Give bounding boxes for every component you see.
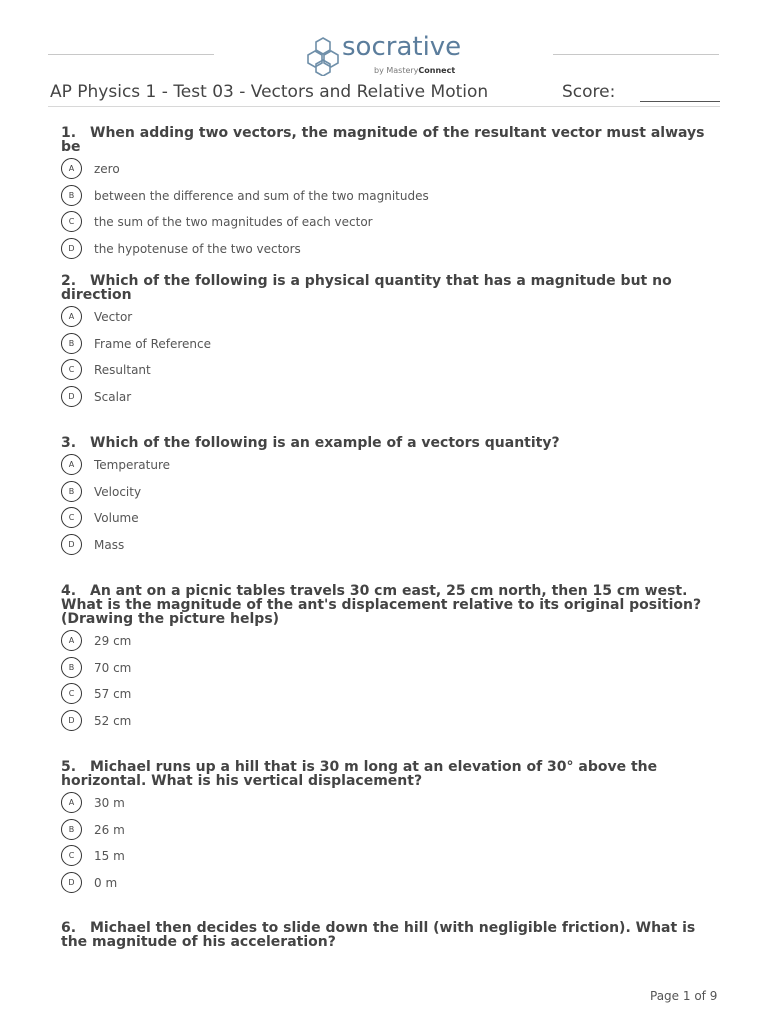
answer-bubble[interactable]: A	[61, 630, 82, 651]
brand-wordmark: socrative	[342, 32, 462, 62]
question-prompt: When adding two vectors, the magnitude of the resultant vector must always be	[61, 125, 705, 155]
answer-text: between the difference and sum of the two magnitudes	[94, 188, 429, 203]
answer-text: Velocity	[94, 484, 142, 499]
question-4	[61, 584, 711, 737]
question-number: 2.	[61, 273, 77, 289]
answer-text: Scalar	[94, 390, 132, 405]
header-rule-right	[553, 54, 719, 55]
question-text	[61, 760, 711, 788]
header-rule-left	[48, 54, 214, 55]
answer-bubble[interactable]: A	[61, 454, 82, 475]
answer-text: 26 m	[94, 822, 125, 837]
question-prompt: Michael runs up a hill that is 30 m long at an elevation of 30° above the horizontal. What is his vertical displacement?	[61, 759, 658, 789]
question-text	[61, 126, 711, 154]
answer-bubble[interactable]: C	[61, 845, 82, 866]
answer-option-d[interactable]	[61, 238, 711, 265]
answer-option-b[interactable]	[61, 185, 711, 212]
answer-text: 30 m	[94, 796, 125, 810]
brand-byline-prefix: by Mastery	[374, 66, 419, 75]
question-3	[61, 436, 711, 561]
score-blank-line	[640, 101, 720, 102]
question-prompt: Which of the following is an example of a vectors quantity?	[90, 435, 560, 451]
answer-text: 70 cm	[94, 660, 132, 675]
answer-text: 15 m	[94, 849, 125, 864]
answer-bubble[interactable]: C	[61, 507, 82, 528]
answer-text: 0 m	[94, 876, 118, 891]
answer-option-c[interactable]	[61, 359, 711, 386]
question-text	[61, 921, 711, 949]
answer-bubble[interactable]: D	[61, 386, 82, 407]
question-number: 5.	[61, 759, 77, 775]
answer-bubble[interactable]: B	[61, 481, 82, 502]
answer-option-b[interactable]	[61, 819, 711, 846]
answer-bubble[interactable]: D	[61, 534, 82, 555]
answer-bubble[interactable]: B	[61, 657, 82, 678]
answer-option-c[interactable]	[61, 507, 711, 534]
question-text	[61, 584, 711, 626]
answer-bubble[interactable]: C	[61, 359, 82, 380]
hexagon-logo-icon	[306, 36, 340, 76]
test-title: AP Physics 1 - Test 03 - Vectors and Relative Motion	[50, 82, 489, 102]
question-1	[61, 126, 711, 265]
answer-options	[61, 792, 711, 899]
answer-option-b[interactable]	[61, 333, 711, 360]
answer-bubble[interactable]: B	[61, 819, 82, 840]
question-prompt: Michael then decides to slide down the hill (with negligible friction). What is the magnitude of his acceleration?	[61, 920, 696, 950]
score-label: Score:	[562, 82, 616, 102]
question-2	[61, 274, 711, 413]
answer-text: Temperature	[94, 458, 171, 472]
page-number: Page 1 of 9	[650, 989, 718, 1003]
question-prompt: Which of the following is a physical quantity that has a magnitude but no direction	[61, 273, 672, 303]
answer-option-b[interactable]	[61, 481, 711, 508]
question-6	[61, 921, 711, 949]
answer-bubble[interactable]: C	[61, 211, 82, 232]
answer-text: zero	[94, 162, 120, 176]
question-prompt: An ant on a picnic tables travels 30 cm east, 25 cm north, then 15 cm west. What is the magnitude of the ant's displacement relative to its original position? (Drawing the picture helps)	[61, 583, 702, 627]
answer-text: Frame of Reference	[94, 336, 212, 351]
question-number: 6.	[61, 920, 77, 936]
answer-bubble[interactable]: C	[61, 683, 82, 704]
answer-options	[61, 630, 711, 737]
answer-bubble[interactable]: D	[61, 872, 82, 893]
brand-byline	[374, 66, 455, 75]
answer-option-a[interactable]	[61, 630, 711, 657]
brand-byline-bold: Connect	[418, 66, 456, 75]
answer-text: the hypotenuse of the two vectors	[94, 242, 301, 257]
answer-option-a[interactable]	[61, 158, 711, 185]
answer-option-b[interactable]	[61, 657, 711, 684]
answer-bubble[interactable]: B	[61, 333, 82, 354]
answer-text: Resultant	[94, 363, 151, 378]
answer-text: 29 cm	[94, 634, 132, 648]
answer-option-a[interactable]	[61, 792, 711, 819]
question-number: 4.	[61, 583, 77, 599]
answer-text: Mass	[94, 538, 125, 553]
answer-option-d[interactable]	[61, 872, 711, 899]
answer-text: 57 cm	[94, 687, 132, 702]
answer-text: 52 cm	[94, 714, 132, 729]
answer-option-a[interactable]	[61, 454, 711, 481]
answer-bubble[interactable]: D	[61, 238, 82, 259]
answer-bubble[interactable]: A	[61, 306, 82, 327]
answer-option-a[interactable]	[61, 306, 711, 333]
socrative-logo	[306, 32, 466, 78]
answer-option-c[interactable]	[61, 211, 711, 238]
question-5	[61, 760, 711, 899]
answer-options	[61, 306, 711, 413]
question-text	[61, 274, 711, 302]
answer-option-d[interactable]	[61, 710, 711, 737]
answer-bubble[interactable]: A	[61, 792, 82, 813]
answer-text: Vector	[94, 310, 133, 324]
answer-option-c[interactable]	[61, 845, 711, 872]
question-number: 3.	[61, 435, 77, 451]
question-number: 1.	[61, 125, 77, 141]
answer-options	[61, 454, 711, 561]
answer-text: the sum of the two magnitudes of each vector	[94, 215, 373, 230]
answer-bubble[interactable]: D	[61, 710, 82, 731]
answer-bubble[interactable]: B	[61, 185, 82, 206]
answer-text: Volume	[94, 511, 139, 526]
answer-bubble[interactable]: A	[61, 158, 82, 179]
answer-option-d[interactable]	[61, 386, 711, 413]
question-text	[61, 436, 711, 450]
title-rule	[48, 106, 720, 107]
answer-options	[61, 158, 711, 265]
answer-option-d[interactable]	[61, 534, 711, 561]
answer-option-c[interactable]	[61, 683, 711, 710]
